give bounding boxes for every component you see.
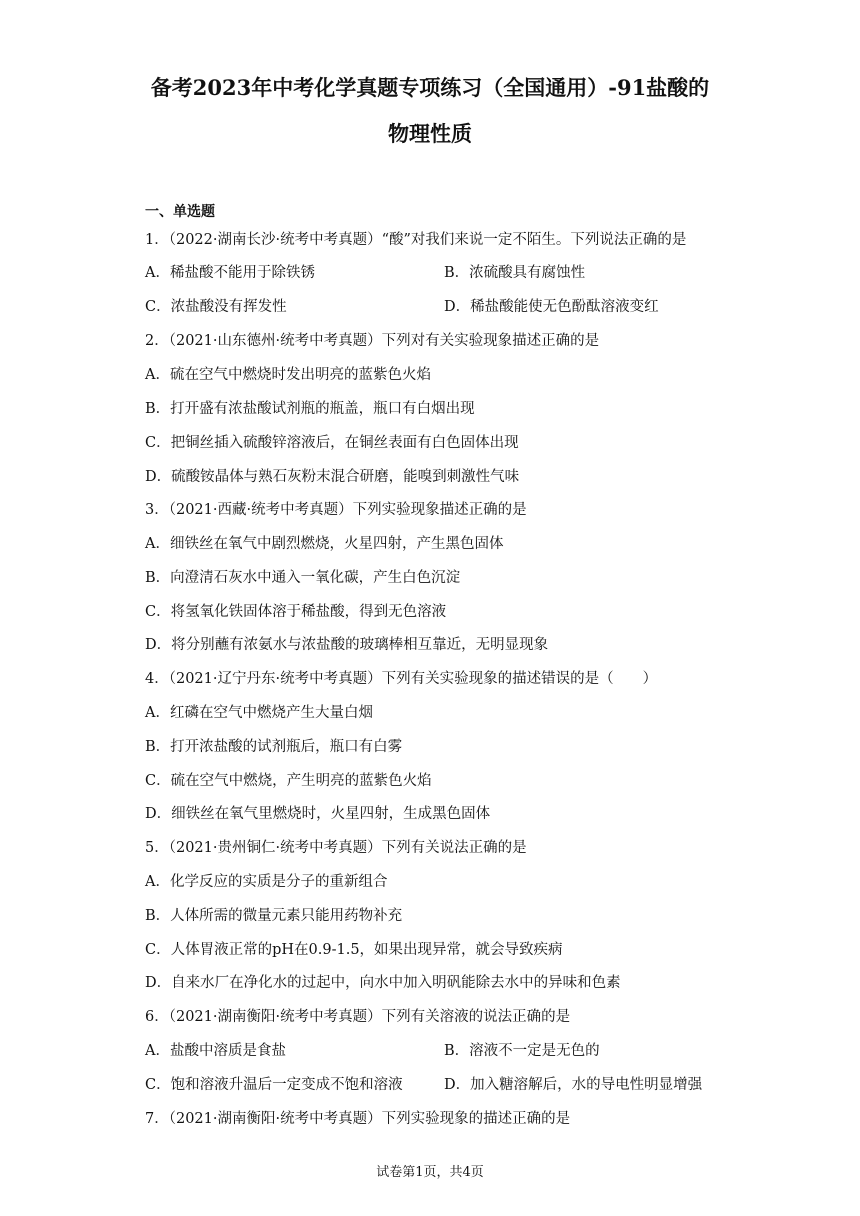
question-2-stem: 2．（2021·山东德州·统考中考真题）下列对有关实验现象描述正确的是 <box>145 333 600 349</box>
question-2-option-a: A．硫在空气中燃烧时发出明亮的蓝紫色火焰 <box>145 367 431 383</box>
question-2-option-b: B．打开盛有浓盐酸试剂瓶的瓶盖，瓶口有白烟出现 <box>145 401 475 417</box>
question-4-stem: 4．（2021·辽宁丹东·统考中考真题）下列有关实验现象的描述错误的是（ ） <box>145 671 658 687</box>
question-2-option-d: D．硫酸铵晶体与熟石灰粉末混合研磨，能嗅到刺激性气味 <box>145 469 520 485</box>
question-3-option-c: C．将氢氧化铁固体溶于稀盐酸，得到无色溶液 <box>145 604 447 620</box>
question-3-option-b: B．向澄清石灰水中通入一氧化碳，产生白色沉淀 <box>145 570 461 586</box>
question-5-option-d: D．自来水厂在净化水的过起中，向水中加入明矾能除去水中的异味和色素 <box>145 975 621 991</box>
question-6-stem: 6．（2021·湖南衡阳·统考中考真题）下列有关溶液的说法正确的是 <box>145 1009 571 1025</box>
document-title-line-2: 物理性质 <box>388 121 472 146</box>
question-1-option-c: C．浓盐酸没有挥发性 <box>145 299 287 315</box>
question-4-option-b: B．打开浓盐酸的试剂瓶后，瓶口有白雾 <box>145 739 403 755</box>
question-3-stem: 3．（2021·西藏·统考中考真题）下列实验现象描述正确的是 <box>145 502 527 518</box>
question-6-option-a: A．盐酸中溶质是食盐 <box>145 1043 286 1059</box>
question-1-option-a: A．稀盐酸不能用于除铁锈 <box>145 265 315 281</box>
question-7-stem: 7．（2021·湖南衡阳·统考中考真题）下列实验现象的描述正确的是 <box>145 1111 571 1127</box>
question-3-option-a: A．细铁丝在氧气中剧烈燃烧，火星四射，产生黑色固体 <box>145 536 504 552</box>
question-5-option-a: A．化学反应的实质是分子的重新组合 <box>145 874 388 890</box>
question-4-option-a: A．红磷在空气中燃烧产生大量白烟 <box>145 705 373 721</box>
question-4-option-c: C．硫在空气中燃烧，产生明亮的蓝紫色火焰 <box>145 773 432 789</box>
document-title-line-1: 备考2023年中考化学真题专项练习（全国通用）-91盐酸的 <box>150 75 710 100</box>
question-5-option-b: B．人体所需的微量元素只能用药物补充 <box>145 908 403 924</box>
question-1-option-b: B．浓硫酸具有腐蚀性 <box>444 265 586 281</box>
question-6-option-c: C．饱和溶液升温后一定变成不饱和溶液 <box>145 1077 403 1093</box>
question-1-option-d: D．稀盐酸能使无色酚酞溶液变红 <box>444 299 659 315</box>
question-5-stem: 5．（2021·贵州铜仁·统考中考真题）下列有关说法正确的是 <box>145 840 527 856</box>
question-5-option-c: C．人体胃液正常的pH在0.9-1.5，如果出现异常，就会导致疾病 <box>145 942 563 958</box>
question-4-option-d: D．细铁丝在氧气里燃烧时，火星四射，生成黑色固体 <box>145 806 491 822</box>
question-6-option-d: D．加入糖溶解后，水的导电性明显增强 <box>444 1077 703 1093</box>
question-1-stem: 1．（2022·湖南长沙·统考中考真题）“酸”对我们来说一定不陌生。下列说法正确的是 <box>145 232 687 248</box>
section-heading: 一、单选题 <box>145 204 215 220</box>
page-footer: 试卷第1页，共4页 <box>376 1165 484 1180</box>
question-2-option-c: C．把铜丝插入硫酸锌溶液后，在铜丝表面有白色固体出现 <box>145 435 519 451</box>
question-6-option-b: B．溶液不一定是无色的 <box>444 1043 600 1059</box>
question-3-option-d: D．将分别蘸有浓氨水与浓盐酸的玻璃棒相互靠近，无明显现象 <box>145 637 549 653</box>
